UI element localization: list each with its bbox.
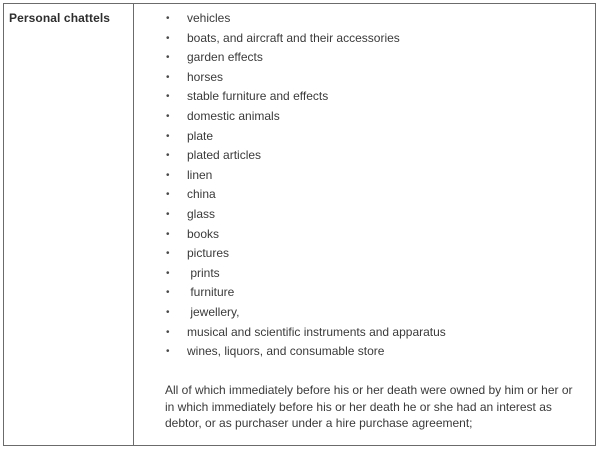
bullet-icon: • (166, 150, 170, 162)
bullet-icon: • (166, 52, 170, 64)
bullet-icon: • (166, 267, 170, 279)
list-item: • stable furniture and effects (134, 87, 595, 107)
list-item: • linen (134, 166, 595, 186)
list-item: • garden effects (134, 48, 595, 68)
list-item: • plated articles (134, 146, 595, 166)
bullet-icon: • (166, 228, 170, 240)
bullet-icon: • (166, 169, 170, 181)
bullet-icon: • (166, 189, 170, 201)
definition-cell (134, 4, 595, 445)
closing-paragraph: All of which immediately before his or her death were owned by him or her or in which immediately before his or her death he or she had an interest as debtor, or as purchaser under a hire purchase agreement; (165, 383, 573, 430)
list-item: • pictures (134, 244, 595, 264)
chattels-list (134, 9, 595, 362)
bullet-icon: • (166, 208, 170, 220)
bullet-icon: • (166, 110, 170, 122)
term-cell (4, 4, 134, 445)
list-item: • books (134, 225, 595, 245)
term-label: Personal chattels (9, 11, 111, 25)
list-item: • domestic animals (134, 107, 595, 127)
bullet-icon: • (166, 287, 170, 299)
list-item: • china (134, 185, 595, 205)
list-item: • wines, liquors, and consumable store (134, 342, 595, 362)
bullet-icon: • (166, 346, 170, 358)
list-item: • plate (134, 127, 595, 147)
list-item: • musical and scientific instruments and apparatus (134, 323, 595, 343)
definition-table (3, 3, 596, 446)
bullet-icon: • (166, 130, 170, 142)
list-item: • horses (134, 68, 595, 88)
list-item: • vehicles (134, 9, 595, 29)
bullet-icon: • (166, 306, 170, 318)
list-item: • boats, and aircraft and their accessories (134, 29, 595, 49)
list-item: • furniture (134, 283, 595, 303)
bullet-icon: • (166, 91, 170, 103)
bullet-icon: • (166, 248, 170, 260)
list-item: • jewellery, (134, 303, 595, 323)
list-item: • prints (134, 264, 595, 284)
bullet-icon: • (166, 32, 170, 44)
list-item: • glass (134, 205, 595, 225)
bullet-icon: • (166, 13, 170, 24)
bullet-icon: • (166, 71, 170, 83)
bullet-icon: • (166, 326, 170, 338)
